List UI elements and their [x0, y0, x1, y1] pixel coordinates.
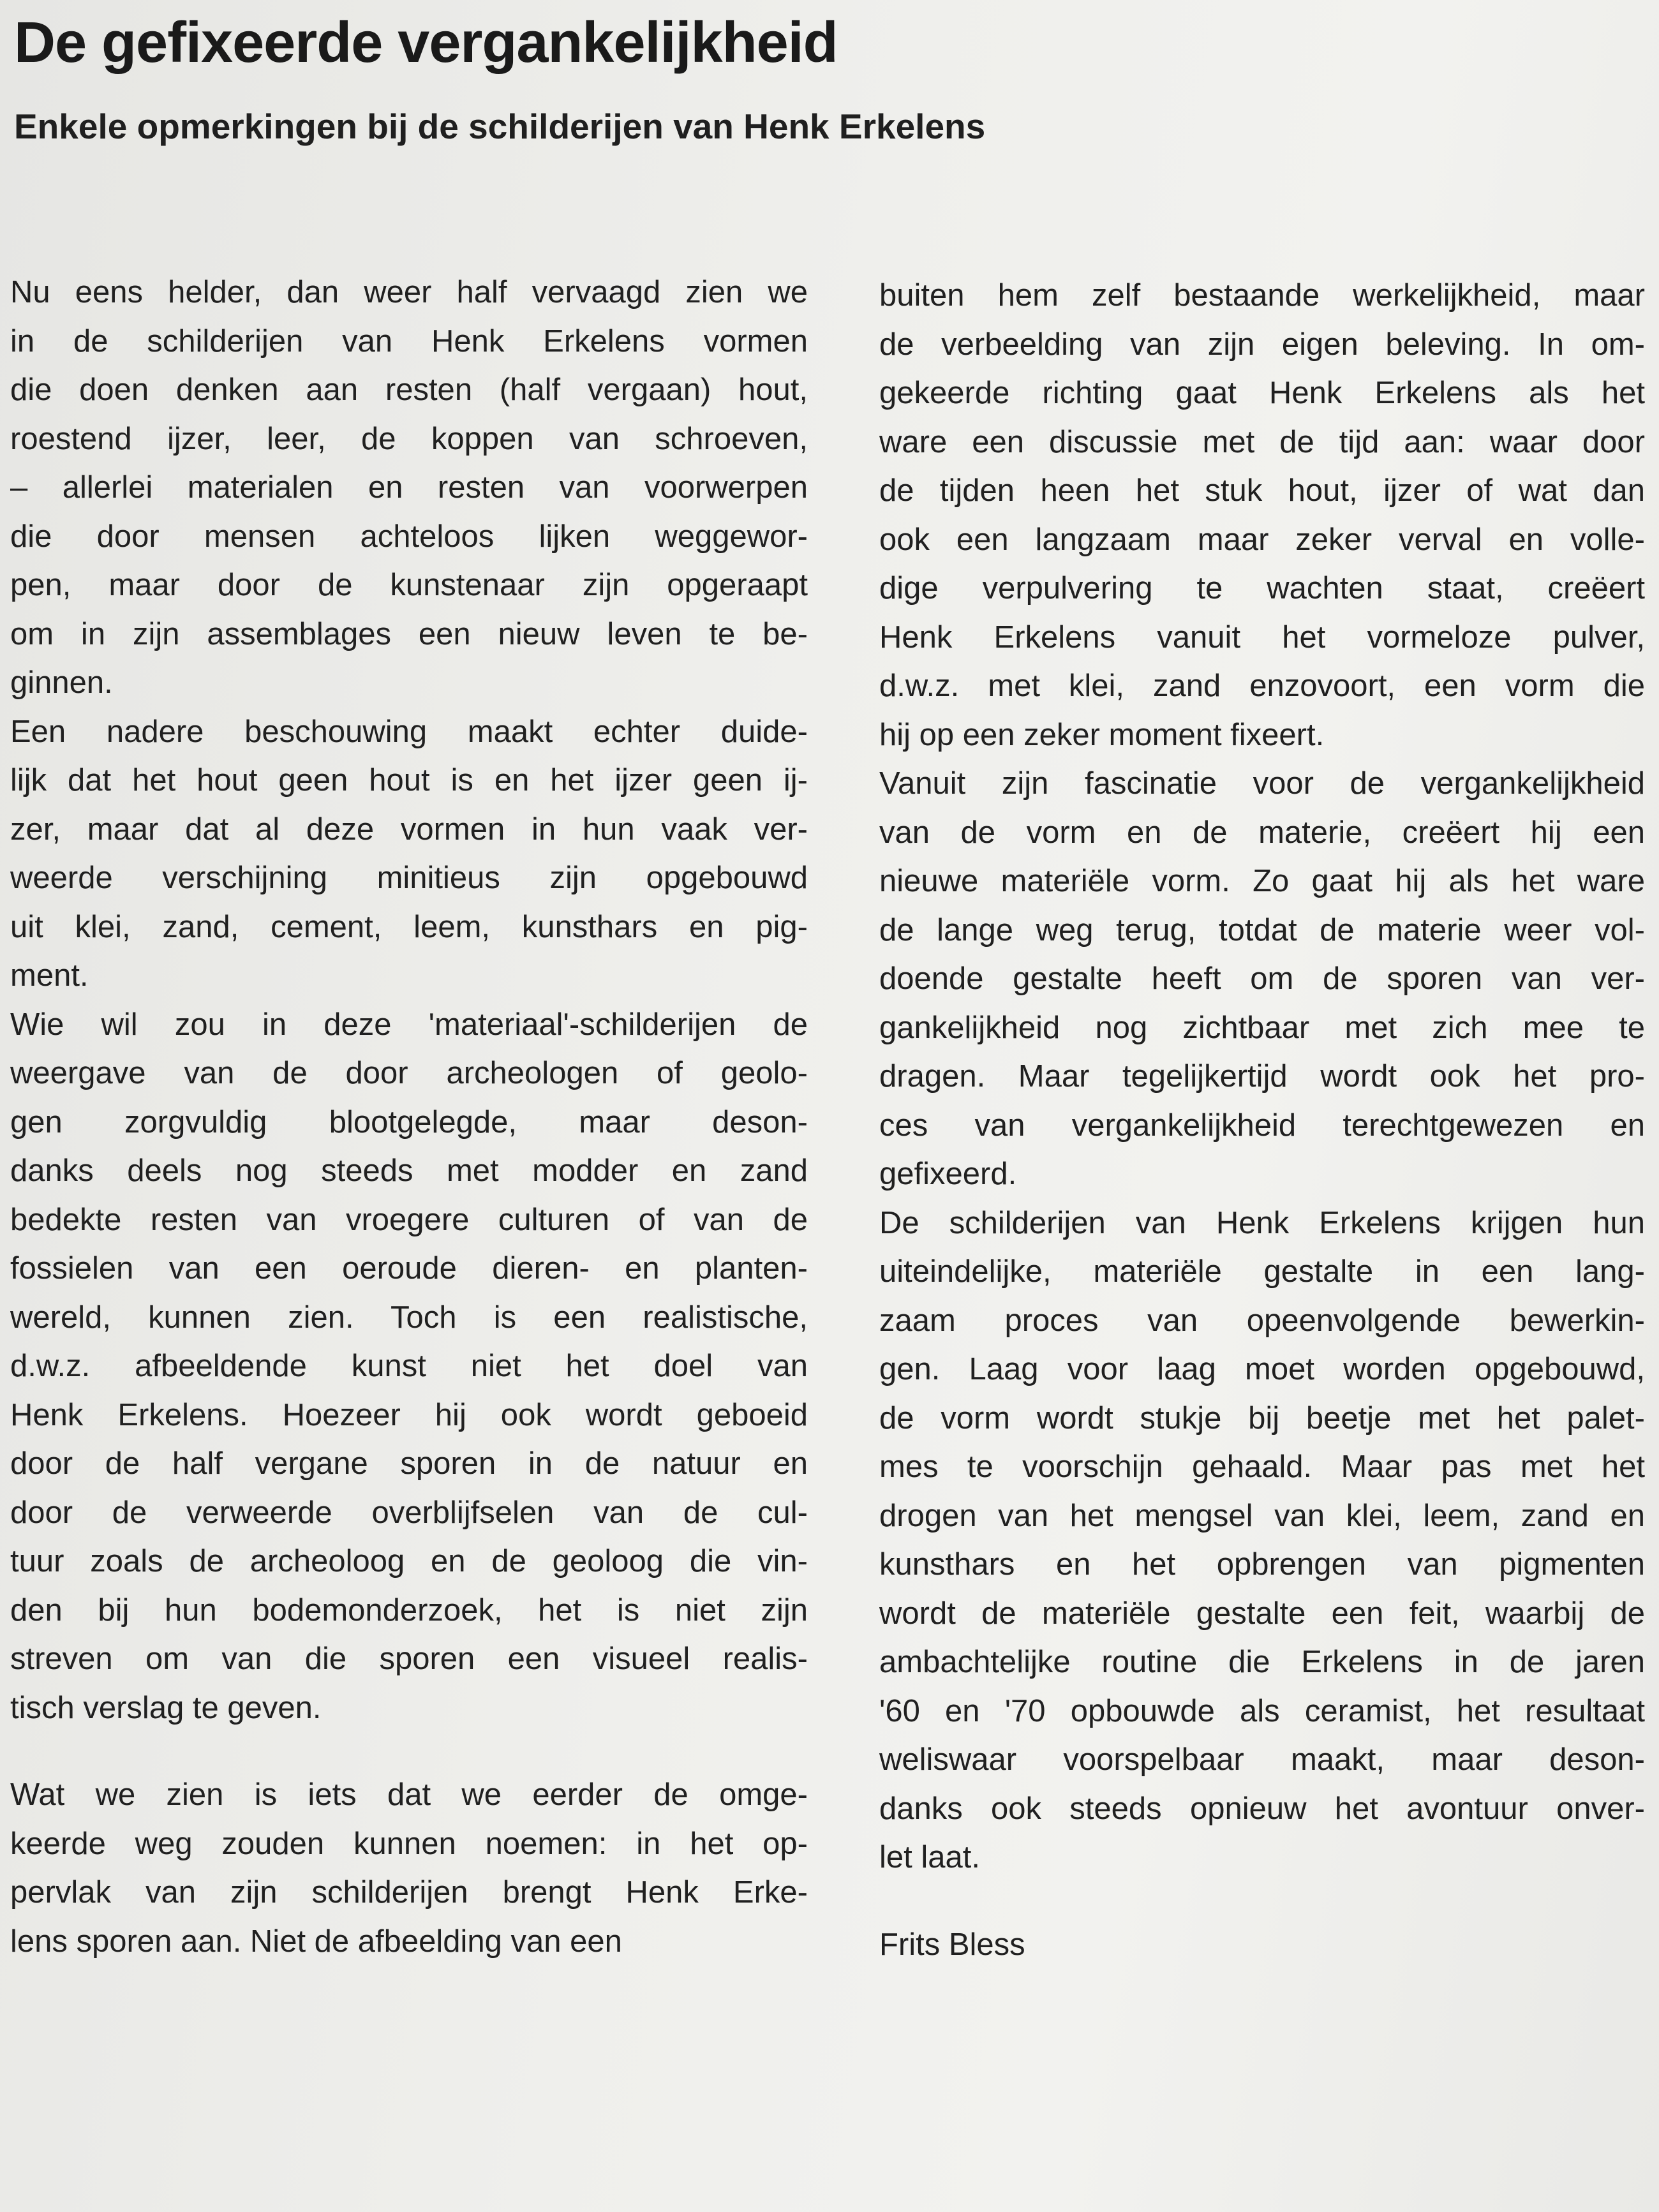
text-line: tisch verslag te geven.: [10, 1690, 322, 1725]
text-line: weergave van de door archeologen of geolo-: [10, 1056, 808, 1090]
text-line: dragen. Maar tegelijkertijd wordt ook het pro-: [879, 1059, 1645, 1094]
text-line: d.w.z. met klei, zand enzovoort, een vorm die: [879, 669, 1645, 703]
text-line: Wie wil zou in deze 'materiaal'-schilderijen de: [10, 1007, 808, 1042]
text-line: de tijden heen het stuk hout, ijzer of wat dan: [879, 473, 1645, 508]
text-line: weerde verschijning minitieus zijn opgebouwd: [10, 861, 808, 895]
text-line: uiteindelijke, materiële gestalte in een lang-: [879, 1254, 1645, 1289]
left-text-column: [10, 268, 808, 1966]
text-line: Wat we zien is iets dat we eerder de omge-: [10, 1778, 808, 1812]
text-line: danks ook steeds opnieuw het avontuur onver-: [879, 1791, 1645, 1826]
text-line: let laat.: [879, 1840, 980, 1874]
text-line: pervlak van zijn schilderijen brengt Henk Erke-: [10, 1875, 808, 1910]
text-line: streven om van die sporen een visueel realis-: [10, 1642, 808, 1676]
text-line: gefixeerd.: [879, 1157, 1017, 1191]
text-line: gankelijkheid nog zichtbaar met zich mee te: [879, 1010, 1645, 1045]
text-line: roestend ijzer, leer, de koppen van schroeven,: [10, 421, 808, 456]
text-line: den bij hun bodemonderzoek, het is niet zijn: [10, 1592, 808, 1628]
text-line: door de verweerde overblijfselen van de cul-: [10, 1495, 808, 1530]
text-line: fossielen van een oeroude dieren- en planten-: [10, 1251, 808, 1286]
text-line: die doen denken aan resten (half vergaan) hout,: [10, 373, 808, 407]
text-line: d.w.z. afbeeldende kunst niet het doel van: [10, 1349, 808, 1383]
text-line: lijk dat het hout geen hout is en het ijzer geen ij-: [10, 763, 808, 798]
paragraph-gap: [10, 1732, 808, 1770]
text-line: danks deels nog steeds met modder en zand: [10, 1154, 808, 1188]
text-line: Henk Erkelens. Hoezeer hij ook wordt geboeid: [10, 1397, 808, 1432]
article-subtitle: Enkele opmerkingen bij de schilderijen van Henk Erkelens: [14, 107, 986, 146]
text-line: ook een langzaam maar zeker verval en volle-: [879, 522, 1645, 557]
text-line: Nu eens helder, dan weer half vervaagd zien we: [10, 275, 808, 309]
text-line: lens sporen aan. Niet de afbeelding van een: [10, 1924, 622, 1959]
text-line: mes te voorschijn gehaald. Maar pas met het: [879, 1450, 1645, 1484]
text-line: doende gestalte heeft om de sporen van ver-: [879, 961, 1645, 996]
text-line: weliswaar voorspelbaar maakt, maar deson-: [879, 1742, 1645, 1777]
text-line: ces van vergankelijkheid terechtgewezen en: [879, 1108, 1645, 1143]
text-line: zaam proces van opeenvolgende bewerkin-: [879, 1303, 1645, 1338]
text-line: dige verpulvering te wachten staat, creëert: [879, 571, 1645, 605]
text-line: gen. Laag voor laag moet worden opgebouwd,: [879, 1352, 1645, 1386]
text-line: de lange weg terug, totdat de materie weer vol-: [879, 912, 1645, 947]
text-line: kunsthars en het opbrengen van pigmenten: [879, 1547, 1645, 1582]
text-line: de verbeelding van zijn eigen beleving. In om-: [879, 327, 1645, 362]
text-line: de vorm wordt stukje bij beetje met het palet-: [879, 1400, 1645, 1436]
text-line: buiten hem zelf bestaande werkelijkheid, maar: [879, 278, 1645, 313]
text-line: pen, maar door de kunstenaar zijn opgeraapt: [10, 568, 808, 602]
text-line: Henk Erkelens vanuit het vormeloze pulver,: [879, 620, 1645, 655]
text-line: hij op een zeker moment fixeert.: [879, 717, 1325, 752]
text-line: wereld, kunnen zien. Toch is een realistische,: [10, 1300, 808, 1335]
text-line: Vanuit zijn fascinatie voor de vergankelijkheid: [879, 766, 1645, 801]
text-line: ambachtelijke routine die Erkelens in de jaren: [879, 1645, 1645, 1679]
text-line: '60 en '70 opbouwde als ceramist, het resultaat: [879, 1693, 1645, 1728]
text-line: gekeerde richting gaat Henk Erkelens als het: [879, 376, 1645, 410]
text-line: die door mensen achteloos lijken weggewor-: [10, 519, 808, 554]
text-line: van de vorm en de materie, creëert hij een: [879, 815, 1645, 850]
text-line: Een nadere beschouwing maakt echter duide-: [10, 714, 808, 749]
text-line: ware een discussie met de tijd aan: waar door: [879, 424, 1645, 459]
text-line: door de half vergane sporen in de natuur en: [10, 1446, 808, 1481]
text-line: tuur zoals de archeoloog en de geoloog die vin-: [10, 1544, 808, 1578]
author-signature: Frits Bless: [879, 1927, 1025, 1962]
text-line: nieuwe materiële vorm. Zo gaat hij als het ware: [879, 864, 1645, 898]
text-line: bedekte resten van vroegere culturen of van de: [10, 1202, 808, 1237]
article-title: De gefixeerde vergankelijkheid: [14, 11, 838, 75]
text-line: wordt de materiële gestalte een feit, waarbij de: [879, 1596, 1645, 1631]
text-line: keerde weg zouden kunnen noemen: in het op-: [10, 1826, 808, 1861]
text-line: om in zijn assemblages een nieuw leven te be-: [10, 616, 808, 651]
text-line: ginnen.: [10, 665, 113, 700]
text-line: uit klei, zand, cement, leem, kunsthars en pig-: [10, 909, 808, 944]
text-line: zer, maar dat al deze vormen in hun vaak ver-: [10, 812, 808, 847]
text-line: in de schilderijen van Henk Erkelens vormen: [10, 323, 808, 359]
right-text-column: [879, 271, 1645, 1969]
text-line: drogen van het mengsel van klei, leem, zand en: [879, 1498, 1645, 1533]
text-line: De schilderijen van Henk Erkelens krijgen hun: [879, 1205, 1645, 1240]
text-line: ment.: [10, 958, 89, 993]
text-line: – allerlei materialen en resten van voorwerpen: [10, 470, 808, 505]
text-line: gen zorgvuldig blootgelegde, maar deson-: [10, 1104, 808, 1139]
